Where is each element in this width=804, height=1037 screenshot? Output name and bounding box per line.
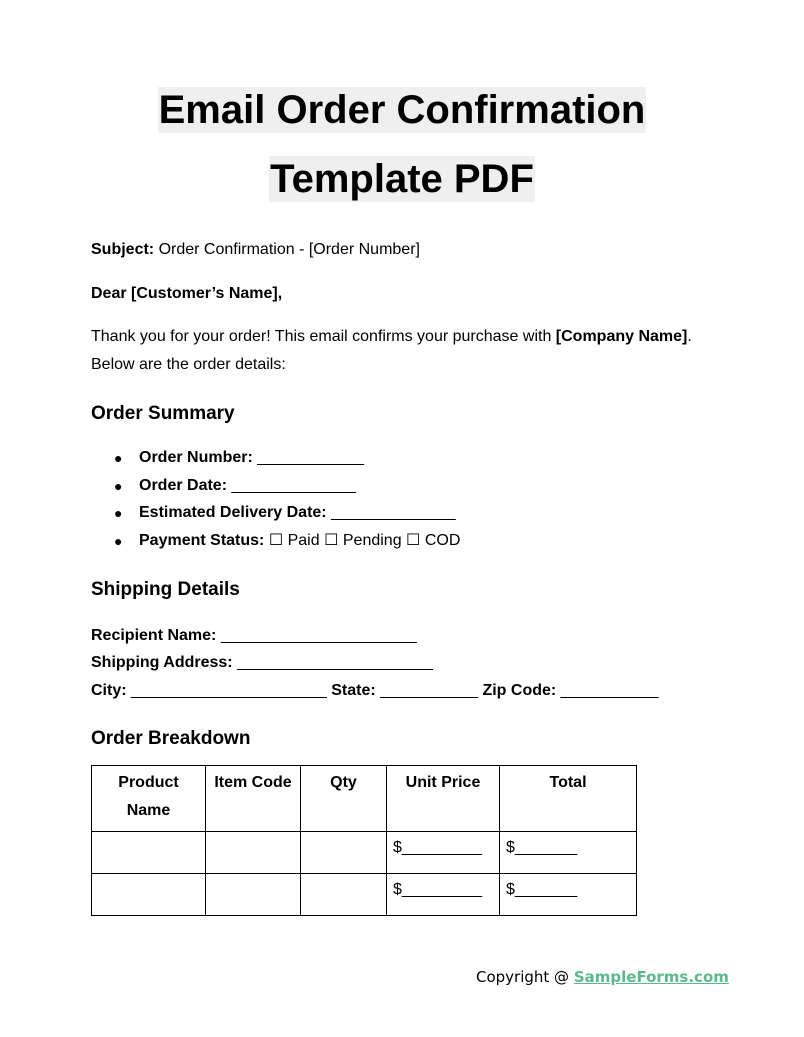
shipping-details-heading: Shipping Details	[91, 579, 240, 600]
company-name: [Company Name]	[555, 328, 688, 345]
order-breakdown-table	[91, 765, 637, 916]
order-breakdown-heading: Order Breakdown	[91, 728, 251, 749]
column-header-item-code: Item Code	[206, 766, 301, 832]
payment-status-options[interactable]: ☐ Paid ☐ Pending ☐ COD	[264, 532, 461, 550]
title-line-1: Email Order Confirmation	[158, 88, 646, 132]
total-cell[interactable]: $_______	[500, 832, 637, 874]
column-header-qty: Qty	[301, 766, 387, 832]
order-summary-heading: Order Summary	[91, 403, 235, 424]
product-name-cell[interactable]	[92, 874, 206, 916]
table-row	[92, 874, 637, 916]
title-line-2: Template PDF	[270, 157, 534, 201]
delivery-date-label: Estimated Delivery Date:	[139, 504, 327, 522]
intro-line-1	[91, 327, 692, 347]
unit-price-cell[interactable]: $_________	[387, 874, 500, 916]
column-header-unit-price: Unit Price	[387, 766, 500, 832]
shipping-address-label: Shipping Address:	[91, 654, 233, 671]
qty-cell[interactable]	[301, 832, 387, 874]
city-label: City:	[91, 682, 127, 699]
intro-period: .	[687, 328, 692, 345]
list-item	[91, 448, 460, 476]
column-header-total: Total	[500, 766, 637, 832]
order-date-field[interactable]: ______________	[227, 476, 357, 494]
recipient-name-field[interactable]: ______________________	[216, 627, 417, 644]
subject-line	[91, 240, 420, 260]
qty-cell[interactable]	[301, 874, 387, 916]
recipient-name-row	[91, 626, 417, 646]
city-state-zip-row	[91, 681, 659, 701]
total-cell[interactable]: $_______	[500, 874, 637, 916]
table-row	[92, 832, 637, 874]
document-title	[0, 87, 804, 202]
item-code-cell[interactable]	[206, 874, 301, 916]
zip-code-field[interactable]: ___________	[556, 682, 659, 699]
order-summary-list	[91, 448, 460, 559]
shipping-address-row	[91, 653, 433, 673]
shipping-address-field[interactable]: ______________________	[232, 654, 433, 671]
unit-price-cell[interactable]: $_________	[387, 832, 500, 874]
intro-line-2: Below are the order details:	[91, 356, 286, 373]
order-number-field[interactable]: ____________	[252, 449, 365, 466]
subject-label: Subject:	[91, 241, 155, 258]
zip-code-label: Zip Code:	[482, 682, 557, 699]
table-header-row	[92, 766, 637, 832]
subject-value: Order Confirmation - [Order Number]	[154, 241, 420, 258]
list-item	[91, 503, 460, 531]
list-item	[91, 476, 460, 504]
bullet-icon: ●	[114, 533, 123, 550]
payment-status-label: Payment Status:	[139, 532, 265, 550]
city-field[interactable]: ______________________	[126, 682, 332, 699]
column-header-product-name: Product Name	[92, 766, 206, 832]
greeting: Dear [Customer’s Name],	[91, 285, 283, 302]
product-name-cell[interactable]	[92, 832, 206, 874]
list-item	[91, 531, 460, 559]
intro-text: Thank you for your order! This email confirms your purchase with	[91, 328, 556, 345]
copyright-text: Copyright @	[476, 968, 574, 986]
bullet-icon: ●	[114, 505, 123, 522]
recipient-name-label: Recipient Name:	[91, 627, 217, 644]
footer-copyright	[476, 967, 729, 987]
delivery-date-field[interactable]: ______________	[326, 504, 456, 522]
bullet-icon: ●	[114, 450, 123, 466]
brand-link[interactable]: SampleForms.com	[573, 968, 729, 986]
bullet-icon: ●	[114, 477, 123, 494]
state-label: State:	[331, 682, 376, 699]
item-code-cell[interactable]	[206, 832, 301, 874]
order-date-label: Order Date:	[139, 476, 228, 494]
state-field[interactable]: ___________	[375, 682, 483, 699]
order-number-label: Order Number:	[139, 449, 253, 466]
